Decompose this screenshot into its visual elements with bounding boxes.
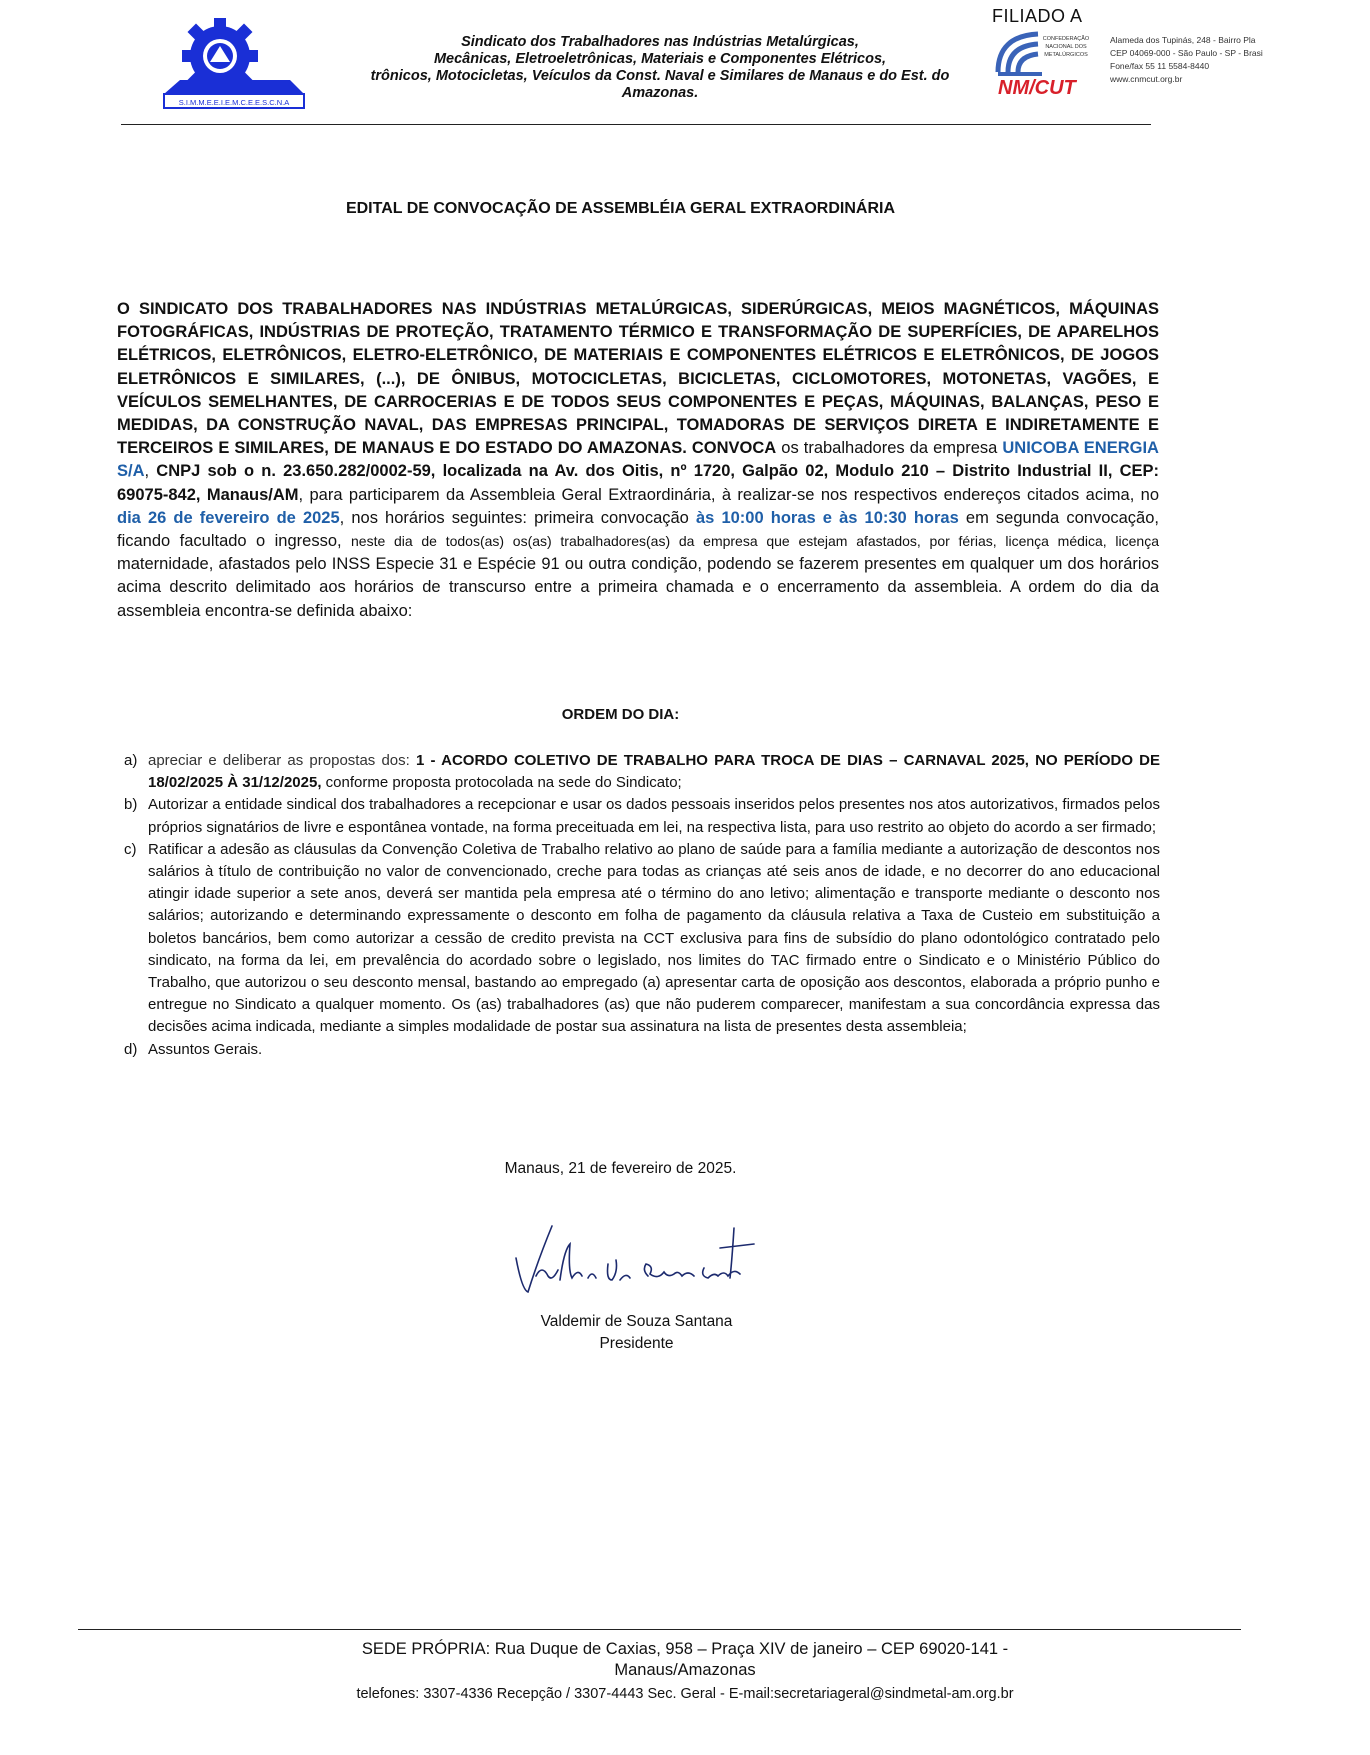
agenda-item-marker: c) bbox=[124, 840, 137, 858]
agenda-title: ORDEM DO DIA: bbox=[561, 706, 680, 723]
cut-address-line: www.cnmcut.org.br bbox=[1110, 74, 1183, 84]
agenda-item-marker: a) bbox=[124, 752, 138, 769]
signer-role: Presidente bbox=[599, 1335, 674, 1352]
company-name: UNICOBA ENERGIA S/A bbox=[117, 439, 1159, 481]
document-title: EDITAL DE CONVOCAÇÃO DE ASSEMBLÉIA GERAL EXTRAORDINÁRIA bbox=[345, 200, 896, 217]
agenda-item-marker: d) bbox=[124, 1040, 138, 1058]
org-name-line: Amazonas. bbox=[621, 85, 699, 101]
svg-text:METALÚRGICOS: METALÚRGICOS bbox=[1044, 52, 1088, 58]
place-and-date: Manaus, 21 de fevereiro de 2025. bbox=[504, 1160, 737, 1177]
footer-contacts: telefones: 3307-4336 Recepção / 3307-4443 Sec. Geral - E-mail:secretariageral@sindmetal-am.org.br bbox=[356, 1686, 1014, 1702]
logo-caption: S.I.M.M.E.E.I.E.M.C.E.E.S.C.N.A bbox=[178, 98, 290, 107]
agenda-item: d) Assuntos Gerais. bbox=[124, 1039, 1160, 1061]
agenda-list bbox=[124, 750, 1160, 1061]
signer-name: Valdemir de Souza Santana bbox=[540, 1313, 733, 1330]
org-name-line: Sindicato dos Trabalhadores nas Indústrias Metalúrgicas, bbox=[461, 34, 859, 50]
union-full-name: O SINDICATO DOS TRABALHADORES NAS INDÚSTRIAS METALÚRGICAS, SIDERÚRGICAS, MEIOS MAGNÉTICOS, MÁQUINAS FOTOGRÁFICAS, INDÚSTRIAS DE PROTEÇÃO, TRATAMENTO TÉRMICO E TRANSFORMAÇÃO DE SUPERFÍCIES, DE APARELHOS ELÉTRICOS, ELETRÔNICOS, ELETRO-ELETRÔNICO, DE MATERIAIS E COMPONENTES ELÉTRICOS E ELETRÔNICOS, DE JOGOS ELETRÔNICOS E SIMILARES, (...), DE ÔNIBUS, MOTOCICLETAS, BICICLETAS, CICLOMOTORES, MOTONETAS, VAGÕES, E VEÍCULOS SEMELHANTES, DE CARROCERIAS E DE TODOS SEUS COMPONENTES E PEÇAS, MÁQUINAS, BALANÇAS, PESO E MEDIDAS, DA CONSTRUÇÃO NAVAL, DAS EMPRESAS PRINCIPAL, TOMADORAS DE SERVIÇOS DIRETA E INDIRETAMENTE E TERCEIROS E SIMILARES, DE MANAUS E DO ESTADO DO AMAZONAS. CONVOCA bbox=[117, 300, 1159, 458]
cut-address-line: Alameda dos Tupinás, 248 - Bairro Pla bbox=[1110, 35, 1256, 45]
cut-address-line: CEP 04069-000 - São Paulo - SP - Brasi bbox=[1110, 48, 1263, 58]
org-name-line: trônicos, Motocicletas, Veículos da Const. Naval e Similares de Manaus e do Est. do bbox=[370, 68, 950, 84]
footer-address-city: Manaus/Amazonas bbox=[614, 1661, 756, 1679]
footer bbox=[0, 1639, 1370, 1705]
cut-logo-text: NM/CUT bbox=[998, 77, 1076, 99]
agenda-item: a) apreciar e deliberar as propostas dos: 1 - ACORDO COLETIVO DE TRABALHO PARA TROCA DE DIAS – CARNAVAL 2025, NO PERÍODO DE 18/02/2025 À 31/12/2025, conforme proposta protocolada na sede do Sindicato; bbox=[124, 752, 1160, 792]
signer-block bbox=[0, 1311, 1273, 1355]
handwritten-signature bbox=[508, 1220, 768, 1300]
footer-divider bbox=[78, 1629, 1241, 1630]
cut-address-line: Fone/fax 55 11 5584-8440 bbox=[1110, 61, 1210, 71]
assembly-date: dia 26 de fevereiro de 2025 bbox=[117, 508, 340, 527]
cnm-cut-address bbox=[1110, 34, 1263, 86]
footer-address: SEDE PRÓPRIA: Rua Duque de Caxias, 958 – Praça XIV de janeiro – CEP 69020-141 - bbox=[361, 1640, 1009, 1658]
organization-name bbox=[360, 34, 960, 102]
company-cnpj-address: CNPJ sob o n. 23.650.282/0002-59, localizada na Av. dos Oitis, nº 1720, Galpão 02, Modulo 210 – Distrito Industrial II, CEP: 69075-842, Manaus/AM bbox=[117, 462, 1159, 504]
cut-logo-subtitle: CONFEDERAÇÃO bbox=[1042, 36, 1090, 42]
org-name-line: Mecânicas, Eletroeletrônicas, Materiais e Componentes Elétricos, bbox=[433, 51, 887, 67]
agenda-item: b) Autorizar a entidade sindical dos trabalhadores a recepcionar e usar os dados pessoais inseridos pelos presentes nos atos autorizativos, firmados pelos próprios signatários de livre e espontânea vontade, na forma preceituada em lei, na respectiva lista, para uso restrito ao objeto do acordo a ser firmado; bbox=[124, 796, 1160, 836]
agenda-item: c) Ratificar a adesão as cláusulas da Convenção Coletiva de Trabalho relativo ao plano de saúde para a família mediante a autorização de descontos nos salários à título de contribuição no valor de convencionado, creche para todas as crianças até seis anos de idade, e no decorrer do ano educacional atingir idade superior a sete anos, deverá ser mantida pela empresa até o término do ano letivo; alimentação e transporte mediante o desconto nos salários; autorizando e determinando expressamente o desconto em folha de pagamento da cláusula relativa a Taxa de Custeio em substituição a boletos bancários, bem como autorizar a cessão de credito prevista na CCT exclusiva para fins de subsídio do plano odontológico contratado pelo sindicato, na forma da lei, em prevalência do acordado sobre o legislado, nos limites do TAC firmado entre o Sindicato e o Ministério Público do Trabalho, que autorizou o seu desconto mensal, bastando ao empregado (a) apresentar carta de oposição aos descontos, elaborada a próprio punho e entregue no Sindicato a qualquer momento. Os (as) trabalhadores (as) que não puderem comparecer, manifestam a sua concordância expressa das decisões acima indicada, mediante a simples modalidade de postar sua assinatura na lista de presentes desta assembleia; bbox=[124, 840, 1160, 1036]
letterhead bbox=[0, 0, 1263, 130]
cnm-cut-logo bbox=[994, 26, 1106, 98]
header-divider bbox=[121, 124, 1151, 125]
convocation-paragraph: O SINDICATO DOS TRABALHADORES NAS INDÚSTRIAS METALÚRGICAS, SIDERÚRGICAS, MEIOS MAGNÉTICOS, MÁQUINAS FOTOGRÁFICAS, INDÚSTRIAS DE PROTEÇÃO, TRATAMENTO TÉRMICO E TRANSFORMAÇÃO DE SUPERFÍCIES, DE APARELHOS ELÉTRICOS, ELETRÔNICOS, ELETRO-ELETRÔNICO, DE MATERIAIS E COMPONENTES ELÉTRICOS E ELETRÔNICOS, DE JOGOS ELETRÔNICOS E SIMILARES, (...), DE ÔNIBUS, MOTOCICLETAS, BICICLETAS, CICLOMOTORES, MOTONETAS, VAGÕES, E VEÍCULOS SEMELHANTES, DE CARROCERIAS E DE TODOS SEUS COMPONENTES E PEÇAS, MÁQUINAS, BALANÇAS, PESO E MEDIDAS, DA CONSTRUÇÃO NAVAL, DAS EMPRESAS PRINCIPAL, TOMADORAS DE SERVIÇOS DIRETA E INDIRETAMENTE E TERCEIROS E SIMILARES, DE MANAUS E DO ESTADO DO AMAZONAS. CONVOCA os trabalhadores da empresa UNICOBA ENERGIA S/A, CNPJ sob o n. 23.650.282/0002-59, localizada na Av. dos Oitis, nº 1720, Galpão 02, Modulo 210 – Distrito Industrial II, CEP: 69075-842, Manaus/AM, para participarem da Assembleia Geral Extraordinária, à realizar-se nos respectivos endereços citados acima, no dia 26 de fevereiro de 2025, nos horários seguintes: primeira convocação às 10:00 horas e às 10:30 horas em segunda convocação, ficando facultado o ingresso, neste dia de todos(as) os(as) trabalhadores(as) da empresa que estejam afastados, por férias, licença médica, licença maternidade, afastados pelo INSS Especie 31 e Espécie 91 ou outra condição, podendo se fazerem presentes em qualquer um dos horários acima descrito delimitado aos horários de transcurso entre a primeira chamada e o encerramento da assembleia. A ordem do dia da assembleia encontra-se definida abaixo: bbox=[117, 300, 1159, 620]
assembly-times: às 10:00 horas e às 10:30 horas bbox=[695, 508, 959, 527]
agenda-item-marker: b) bbox=[124, 796, 138, 814]
union-gear-logo bbox=[160, 14, 308, 118]
affiliation-label: FILIADO A bbox=[992, 6, 1083, 26]
svg-text:NACIONAL DOS: NACIONAL DOS bbox=[1045, 44, 1087, 50]
